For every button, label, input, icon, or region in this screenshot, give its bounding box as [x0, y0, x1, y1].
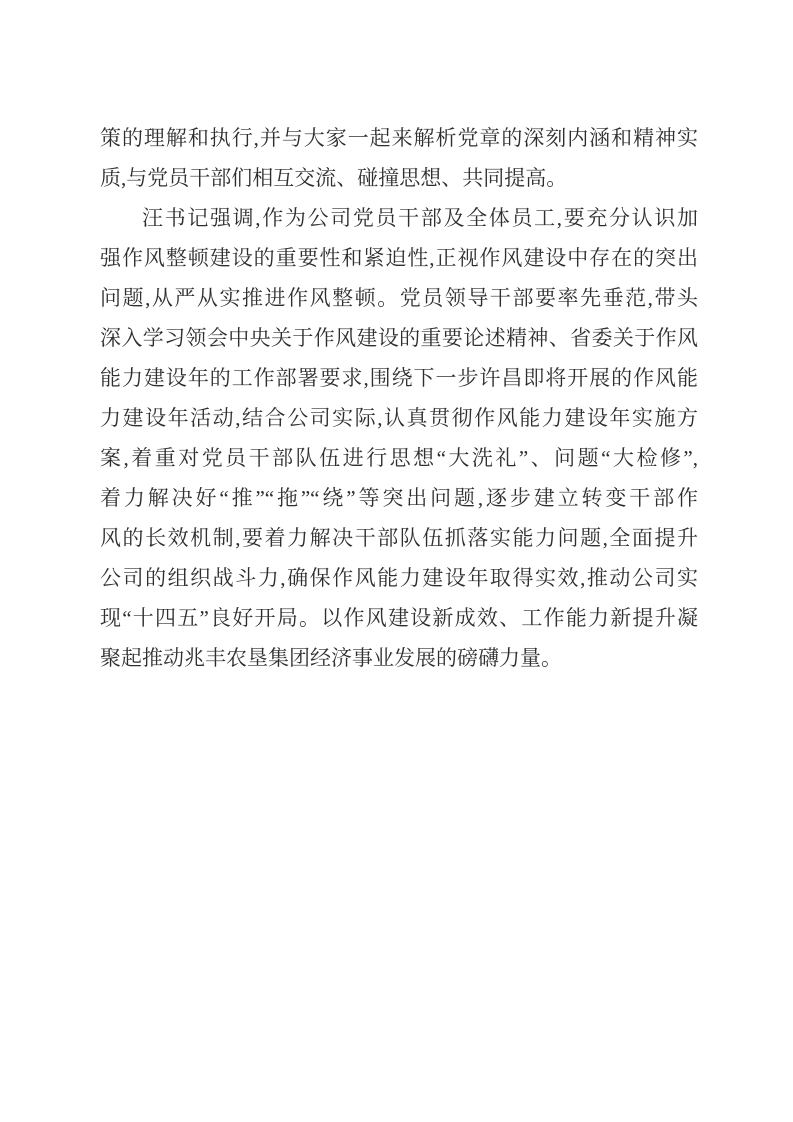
- text-line: 力建设年活动,结合公司实际,认真贯彻作风能力建设年实施方: [100, 406, 698, 430]
- text-line: 策的理解和执行,并与大家一起来解析党章的深刻内涵和精神实: [100, 126, 698, 150]
- text-line: 风的长效机制,要着力解决干部队伍抓落实能力问题,全面提升: [100, 526, 698, 550]
- text-line: 聚起推动兆丰农垦集团经济事业发展的磅礴力量。: [100, 646, 562, 670]
- text-line: 公司的组织战斗力,确保作风能力建设年取得实效,推动公司实: [100, 566, 698, 590]
- text-line: 能力建设年的工作部署要求,围绕下一步许昌即将开展的作风能: [100, 366, 698, 390]
- text-line: 现“十四五”良好开局。以作风建设新成效、工作能力新提升凝: [100, 606, 698, 630]
- text-line: 深入学习领会中央关于作风建设的重要论述精神、省委关于作风: [100, 326, 698, 350]
- document-body-text: [100, 118, 698, 678]
- text-line: 案,着重对党员干部队伍进行思想“大洗礼”、问题“大检修”,: [100, 446, 698, 470]
- text-line: 问题,从严从实推进作风整顿。党员领导干部要率先垂范,带头: [100, 286, 698, 310]
- text-line: 强作风整顿建设的重要性和紧迫性,正视作风建设中存在的突出: [100, 246, 698, 270]
- text-line: 质,与党员干部们相互交流、碰撞思想、共同提高。: [100, 166, 568, 190]
- text-line: 汪书记强调,作为公司党员干部及全体员工,要充分认识加: [142, 206, 698, 230]
- text-line: 着力解决好“推”“拖”“绕”等突出问题,逐步建立转变干部作: [100, 486, 698, 510]
